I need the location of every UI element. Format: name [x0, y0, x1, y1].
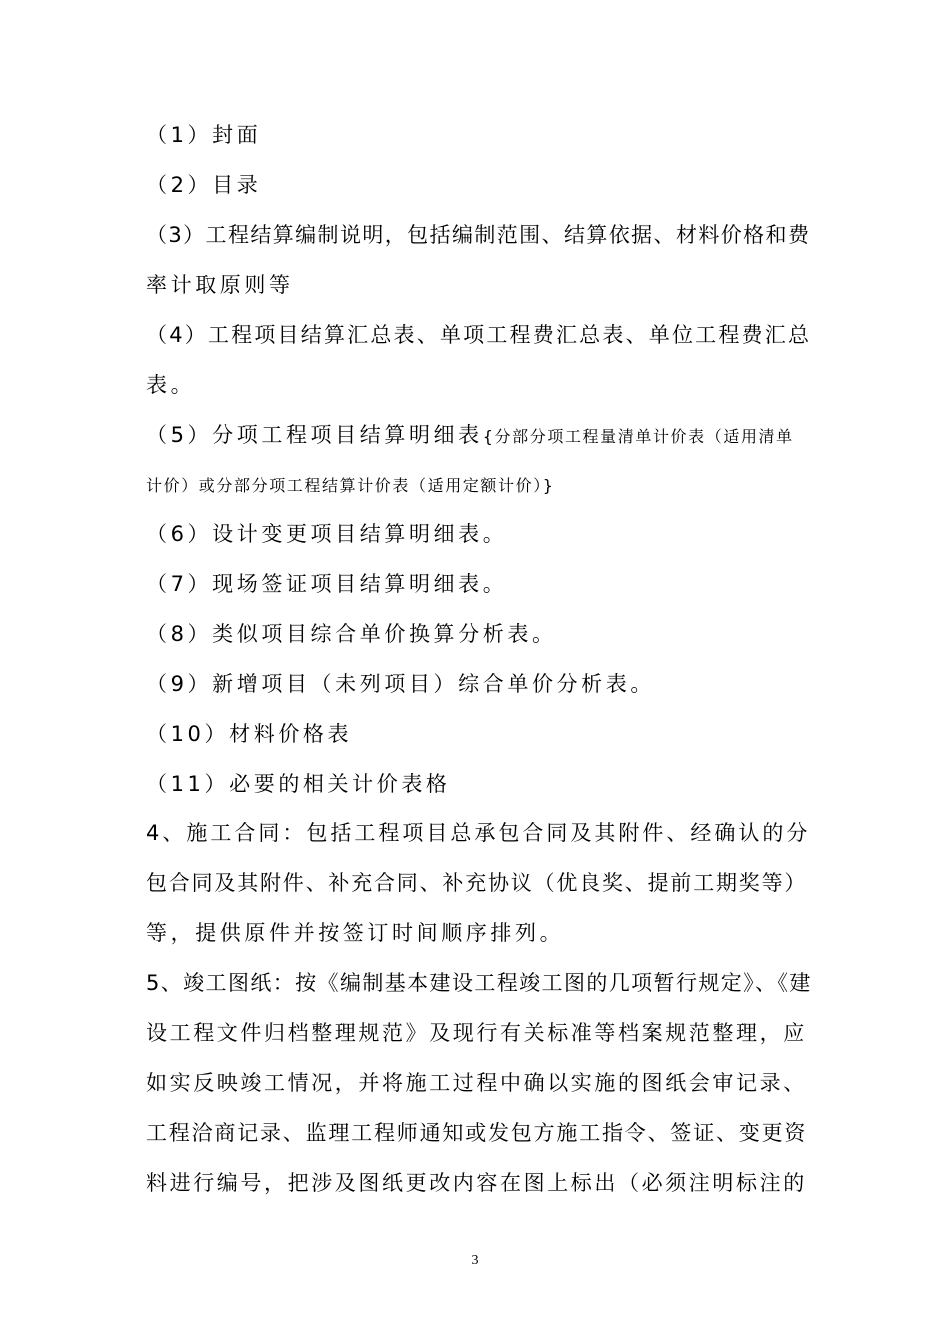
section-4-line-2: 包合同及其附件、补充合同、补充协议（优良奖、提前工期奖等）: [146, 871, 808, 895]
item-5-note-2: 计价）或分部分项工程结算计价表（适用定额计价）}: [146, 476, 555, 495]
item-3-line-2: 率计取原则等: [146, 273, 294, 297]
item-5-note-1: {分部分项工程量清单计价表（适用清单: [482, 427, 794, 446]
item-5-title: （5）分项工程项目结算明细表: [146, 423, 483, 447]
section-5-line-2: 设工程文件归档整理规范》及现行有关标准等档案规范整理，应: [146, 1021, 807, 1045]
item-7: （7）现场签证项目结算明细表。: [146, 572, 508, 596]
item-10: （10）材料价格表: [146, 722, 353, 746]
section-4-line-3: 等，提供原件并按签订时间顺序排列。: [146, 921, 565, 945]
item-4-line-2: 表。: [146, 373, 196, 397]
section-5-line-1: 5、竣工图纸：按《编制基本建设工程竣工图的几项暂行规定》、《建: [146, 971, 812, 995]
section-5-line-5: 料进行编号，把涉及图纸更改内容在图上标出（必须注明标注的: [146, 1171, 807, 1195]
item-9: （9）新增项目（未列项目）综合单价分析表。: [146, 672, 655, 696]
item-5-line-1: [146, 425, 794, 446]
item-2-toc: （2）目录: [146, 173, 262, 197]
section-5-line-3: 如实反映竣工情况，并将施工过程中确以实施的图纸会审记录、: [146, 1071, 807, 1095]
item-6: （6）设计变更项目结算明细表。: [146, 522, 508, 546]
page-number: 3: [471, 1253, 479, 1268]
section-5-line-4: 工程洽商记录、监理工程师通知或发包方施工指令、签证、变更资: [146, 1121, 808, 1145]
item-8: （8）类似项目综合单价换算分析表。: [146, 622, 557, 646]
item-1-cover: （1）封面: [146, 123, 262, 147]
item-4-line-1: （4）工程项目结算汇总表、单项工程费汇总表、单位工程费汇总: [146, 323, 812, 347]
item-11: （11）必要的相关计价表格: [146, 772, 451, 796]
section-4-line-1: 4、施工合同：包括工程项目总承包合同及其附件、经确认的分: [146, 821, 811, 845]
item-3-line-1: （3）工程结算编制说明，包括编制范围、结算依据、材料价格和费: [146, 223, 811, 247]
